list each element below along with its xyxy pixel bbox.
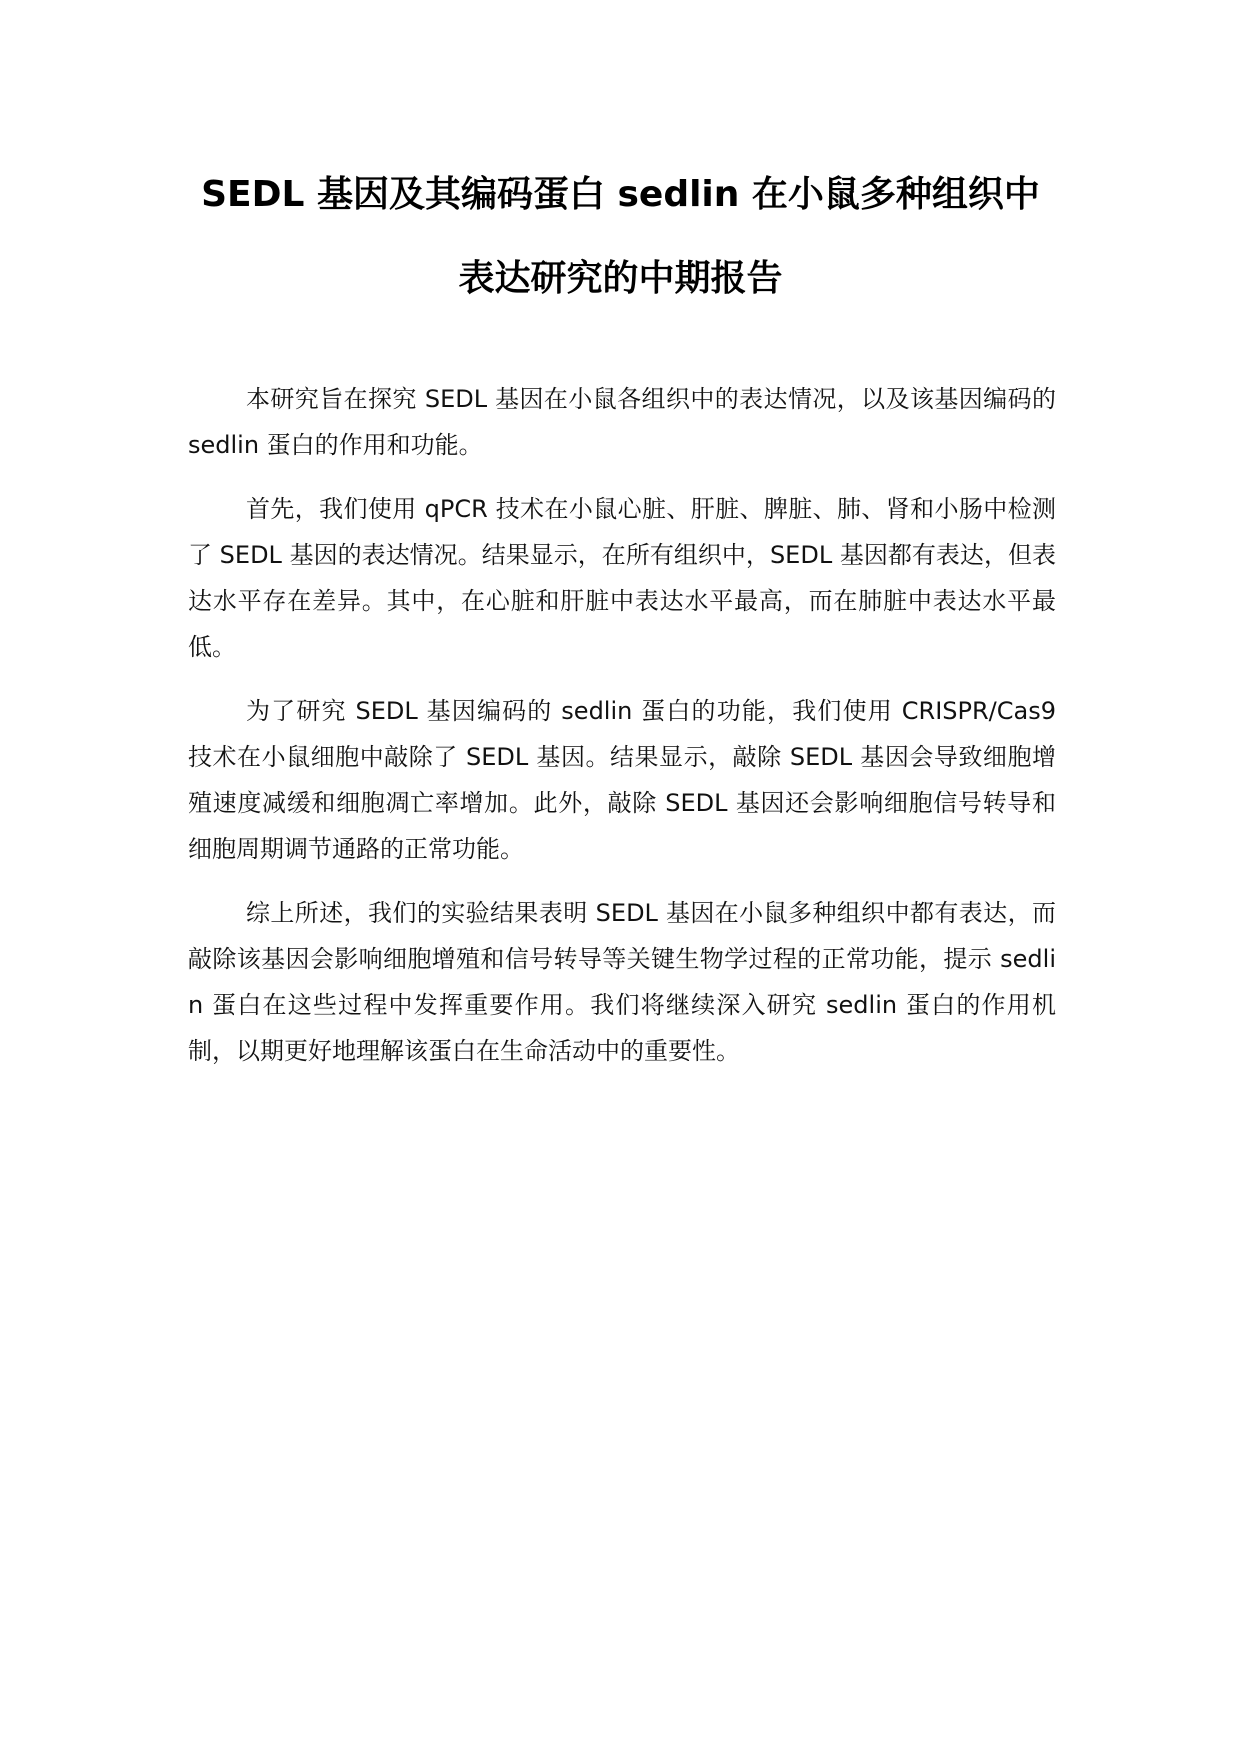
paragraph-qpcr: 首先，我们使用 qPCR 技术在小鼠心脏、肝脏、脾脏、肺、肾和小肠中检测了 SEDL 基因的表达情况。结果显示，在所有组织中，SEDL 基因都有表达，但表达水平存在差异。其中，在心脏和肝脏中表达水平最高，而在肺脏中表达水平最低。 xyxy=(188,495,1056,661)
paragraph-crispr: 为了研究 SEDL 基因编码的 sedlin 蛋白的功能，我们使用 CRISPR/Cas9 技术在小鼠细胞中敲除了 SEDL 基因。结果显示，敲除 SEDL 基因会导致细胞增殖速度减缓和细胞凋亡率增加。此外，敲除 SEDL 基因还会影响细胞信号转导和细胞周期调节通路的正常功能。 xyxy=(188,697,1056,863)
title-line-2: 表达研究的中期报告 xyxy=(458,258,783,299)
title-line-1: SEDL 基因及其编码蛋白 sedlin 在小鼠多种组织中 xyxy=(201,174,1040,215)
paragraph-intro: 本研究旨在探究 SEDL 基因在小鼠各组织中的表达情况，以及该基因编码的 sedlin 蛋白的作用和功能。 xyxy=(188,385,1056,459)
document-body xyxy=(188,376,1056,1092)
paragraph-summary: 综上所述，我们的实验结果表明 SEDL 基因在小鼠多种组织中都有表达，而敲除该基因会影响细胞增殖和信号转导等关键生物学过程的正常功能，提示 sedlin 蛋白在这些过程中发挥重要作用。我们将继续深入研究 sedlin 蛋白的作用机制，以期更好地理解该蛋白在生命活动中的重要性。 xyxy=(188,899,1056,1065)
document-title xyxy=(150,172,1091,302)
